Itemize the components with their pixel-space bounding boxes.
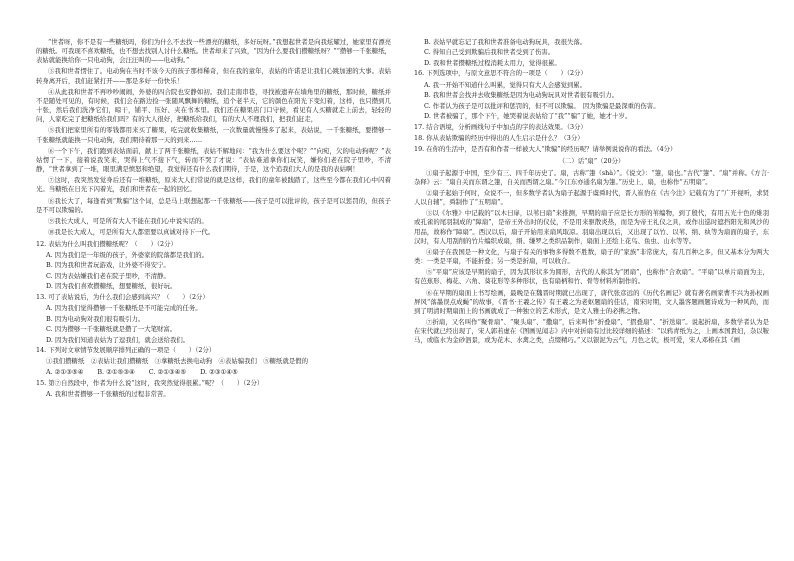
- question-14-stem: 14. 下列对文章情节发展顺序排列正确的一项是（ ）（2分）: [36, 346, 216, 354]
- question-option: ①我们攒糖纸 ②表姑让我们攒糖纸 ③拿糖纸去换电动狗 ④表姑骗我们 ⑤糖纸就是假的: [46, 357, 309, 366]
- question-option: B. 表姑早就忘记了我和世者准备电动狗玩具，我很失落。: [424, 38, 587, 46]
- paragraph: ③以《尔雅》中记载的“以木曰扉，以苇曰扇”来推测，早期的扇子应是长方形的苇编物，到了殷代，有用五光十色的雉羽或孔雀的尾羽制成的“障扇”，是帝王外出时的仪仗，不是用来驱散炎热，而是为帝王礼仪之具，或作出巡时遮挡阳光和风沙的用品，故称作“障扇”。西汉以后，扇子开始用来扇风取凉。羽扇出现以后，又出现了以竹、以苇、绢、纨等为扇面的扇子，东汉时，有人用刮削的竹片编织成扇，绢、缣罗之类织品制作，扇面上还绘上花鸟、鱼虫、山水等等。: [414, 209, 769, 245]
- paragraph: ②扇子起始于何时，众说不一，但多数学者认为扇子起源于虞舜时代，晋人崔豹在《古今注》记载有为了“广开视听，求贤人以自辅”，舜制作了“五明扇”。: [414, 188, 769, 207]
- question-option: D. 我和世者攒糖纸过程消耗太用力，觉得很累。: [424, 58, 561, 67]
- paragraph: ⑨我长大成人，可是所有大人不能在我们心中说实话的。: [48, 217, 208, 225]
- question-13-stem: 13. 可了表姑说后，为什么我们会感到高兴？（ ）（2分）: [36, 292, 209, 301]
- choice: D. ②③①④⑤: [200, 367, 238, 376]
- question-option: C. 因为表姑嫌我们老在院子里吵，不清静。: [46, 271, 170, 280]
- question-option: D. 因为我们知道表姑为了逗我们，就会送给我们。: [46, 335, 190, 344]
- paragraph: ④从此我和世者不再吵吵闹闹，外婆的四合院也安静如初。我们走南串巷，寻找被遗弃在墙角里的糖纸，那时候，糖纸并不是随处可见的，有时候，我们会在路边捡一张随风飘舞的糖纸，追个老半天，它的颜色在阳光下变幻着，这样，也只攒到几十张，然后我们洗净它们，晾干，铺平、压好、夹在书本里。我们还在糖果店门口守候，看见有人买糖就走上前去，轻轻的问，人家吃完了把糖纸给我们吗？有的大人很好，把糖纸给我们，有的大人不理我们，把我们赶走，: [36, 87, 391, 124]
- paragraph: ⑤“平扇”应该是早期的扇子，因为其形状多为圆形，古代的人称其为“团扇”，也称作“合欢扇”。“平扇”以单片扇面为主，有芭蕉形、梅花、六角、葵花形等多种形状，也有扇柄和竹、骨等材料所制作的。: [414, 268, 769, 286]
- question-19: 19. 在你的生活中，是否有和作者一样被大人“欺骗”的经历呢？请举例说说你的看法。（4分）: [414, 145, 677, 154]
- paragraph: ①扇子起源于中国，至少有三、四千年历史了。扇，古称“箑（shà）”。《说文》：“箑，扇也。”古代“箑”、“扇”并称。《方言·杂释》云：“扇自关而东谓之箑，自关而西谓之扇。”今江东亦通名扇为箑。”历史上，扇，也称作“五明扇”。: [414, 168, 769, 186]
- section-title: （二）话“扇”（20分）: [558, 156, 625, 165]
- question-option: A. 我和世者攒够一千张糖纸的过程非常苦。: [46, 390, 170, 399]
- question-17: 17. 结合语境，分析画线句子中加点的字的表达效果。（3分）: [414, 122, 587, 131]
- question-option: A. 因为我们是一年级的孩子，外婆家的院落都是我们的。: [46, 250, 209, 259]
- question-option: C. 因为攒够一千张糖纸就是攒了一大笔财富。: [46, 325, 177, 334]
- question-15-stem: 15. 第⑦自然段中，作者为什么说“这时，我突然觉得很累。”呢？（ ）（2分）: [36, 378, 264, 387]
- question-option: D. 世者被骗了，那个下午，她哭着说表姑给了“我”“骗”了她，她才十岁。: [424, 112, 632, 121]
- paragraph: ⑦这时，我突然发觉身后还有一堆糖纸，原来大人们常说的就是这样，我们的童年被践踏了，这些至今都在我们心中闪着光。当糖纸在日光下闪着光，我们和世者在一起的回忆。: [36, 176, 391, 194]
- question-option: B. 因为电动狗对我们很有吸引力。: [46, 314, 145, 323]
- right-column: [414, 38, 769, 348]
- question-option: C. 得知自己受到欺骗后我和世者受到了伤害。: [424, 48, 555, 57]
- paragraph: ⑩我是长大成人，可是所有大人都需要以真诚对待下一代。: [48, 228, 215, 237]
- choice: B. ②①⑤③④: [97, 367, 135, 376]
- paragraph: ⑧我长大了，每逢看到“欺骗”这个词，总是马上联想起那一千张糖纸——孩子是可以批评的，孩子是可以惩罚的，但孩子是不可以欺骗的。: [36, 196, 391, 214]
- paragraph: ⑦折扇，又名叫作“聚骨扇”、“聚头扇”、“撒扇”，后来叫作“折叠扇”、“摺叠扇”、“折迭扇”。说起折扇，多数学者认为是在宋代就已经出现了，宋人郭若虚在《图画见闻志》内中对折扇有过比较详细的描述：“以鸦青纸为之，上画本国貴妇，杂以鞍马，或临水为金砂泗景，或为花木、水禽之类，点缀精巧。”又以银泥为云气，月色之状，极可爱，宋人邓椿在其《画: [414, 318, 769, 345]
- paragraph: ⑤我们把家里所有的零钱都用来买了糖果，吃完就收集糖纸，一次数量就慢慢多了起来，表姑说，一千张糖纸，要攒够一千张糖纸就能换一只电动狗，我们期待着那一天的到来……: [36, 126, 391, 144]
- question-18: 18. 你从表姑欺骗的经历中得出的人生启示是什么？（3分）: [414, 133, 584, 142]
- question-12-stem: 12. 表姑为什么叫我们攒糖纸呢？（ ）（2分）: [36, 239, 177, 248]
- question-option: B. 因为我和世者玩游戏，让外婆不得安宁。: [46, 261, 170, 270]
- question-option: C. 作者认为孩子是可以批评和惩罚的，但不可以欺骗。 因为欺骗是最深重的伤害。: [424, 101, 660, 110]
- choice: C. ②①③④⑤: [148, 367, 187, 376]
- question-option: A. 我一开始不知道什么叫累，觉得只有大人会感觉到累。: [424, 80, 587, 89]
- paragraph: ⑥在早期的扇面上书写绘画，最晚是在魏晋时期就已出现了，唐代张彦远的《历代名画记》就有著名画家曹不兴为孙权画屏风“落墨误点成蝇”的故事，《晋书·王羲之传》有王羲之为老妪题扇的佳话，南宋时期，文人墨客题画题诗成为一种风尚，而到了明清时期扇面上的书画就成了一种独立的艺术形式，是文人雅士的必携之物。: [414, 288, 769, 315]
- question-option: B. 我和世者会找并去收集糖纸是因为电动狗玩具对世者很有吸引力。: [424, 91, 619, 100]
- paragraph: “世者呀，你不是有一些糖纸吗，你们为什么不去找一些漂亮的糖纸，多好玩呀。”我想起世者是向我炫耀过，她家里有漂亮的糖纸。可我现不喜欢糖纸，也不想去找别人讨什么糖纸。世者却来了兴致，“因为什么要我们攒糖纸呀？”“攒够一千张糖纸，表姑就能换给你一只电动狗，会汪汪叫的——电动狗。”: [36, 38, 391, 65]
- paragraph: ③我和世者愣住了。电动狗在当时不该今天的孩子那样稀奇，但在我的童年，表姑的许诺是让我们心跳加速的大事。表姑转身离开后，我们赶紧打开——那是多好一份快乐！: [36, 67, 391, 85]
- question-16-stem: 16. 下列选项中，与原文意思不符合的一项是（ ）（2分）: [414, 69, 587, 78]
- paragraph: ⑥一个下午，我们跑到表姑面前，献上了两千张糖纸，表姑不解地问：“我为什么要这个呢？”“向宛，欠的电动狗呢？”表姑愣了一下，接着说我笑来，哭得上气不接下气，转而不哭了才说：“表姑难道拿你们玩笑，嫌你们老在院子里吵，不清静，“世者拿到了一堆，眼里满是愤怒和绝望，我觉得还有什么我们期待，于是，这个追我们大人的是我的表姑啊！: [36, 146, 391, 173]
- question-option: A. 因为我们觉得攒够一千张糖纸是不可能完成的任务。: [46, 304, 202, 313]
- choice: A. ②①③⑤④: [46, 367, 84, 376]
- question-14-choices: [36, 368, 391, 377]
- question-option: D. 因为我们喜欢攒糖纸，想要糖纸，很好玩。: [46, 282, 177, 291]
- paragraph: ④扇子在我国是一种文化，与扇子有关的事物多得数不胜数，扇子的“家族”非常庞大，有几百种之多，但又基本分为两大类：一类是平扇，不能折叠；另一类是折扇，可以收合。: [414, 247, 769, 266]
- left-column: [36, 38, 391, 401]
